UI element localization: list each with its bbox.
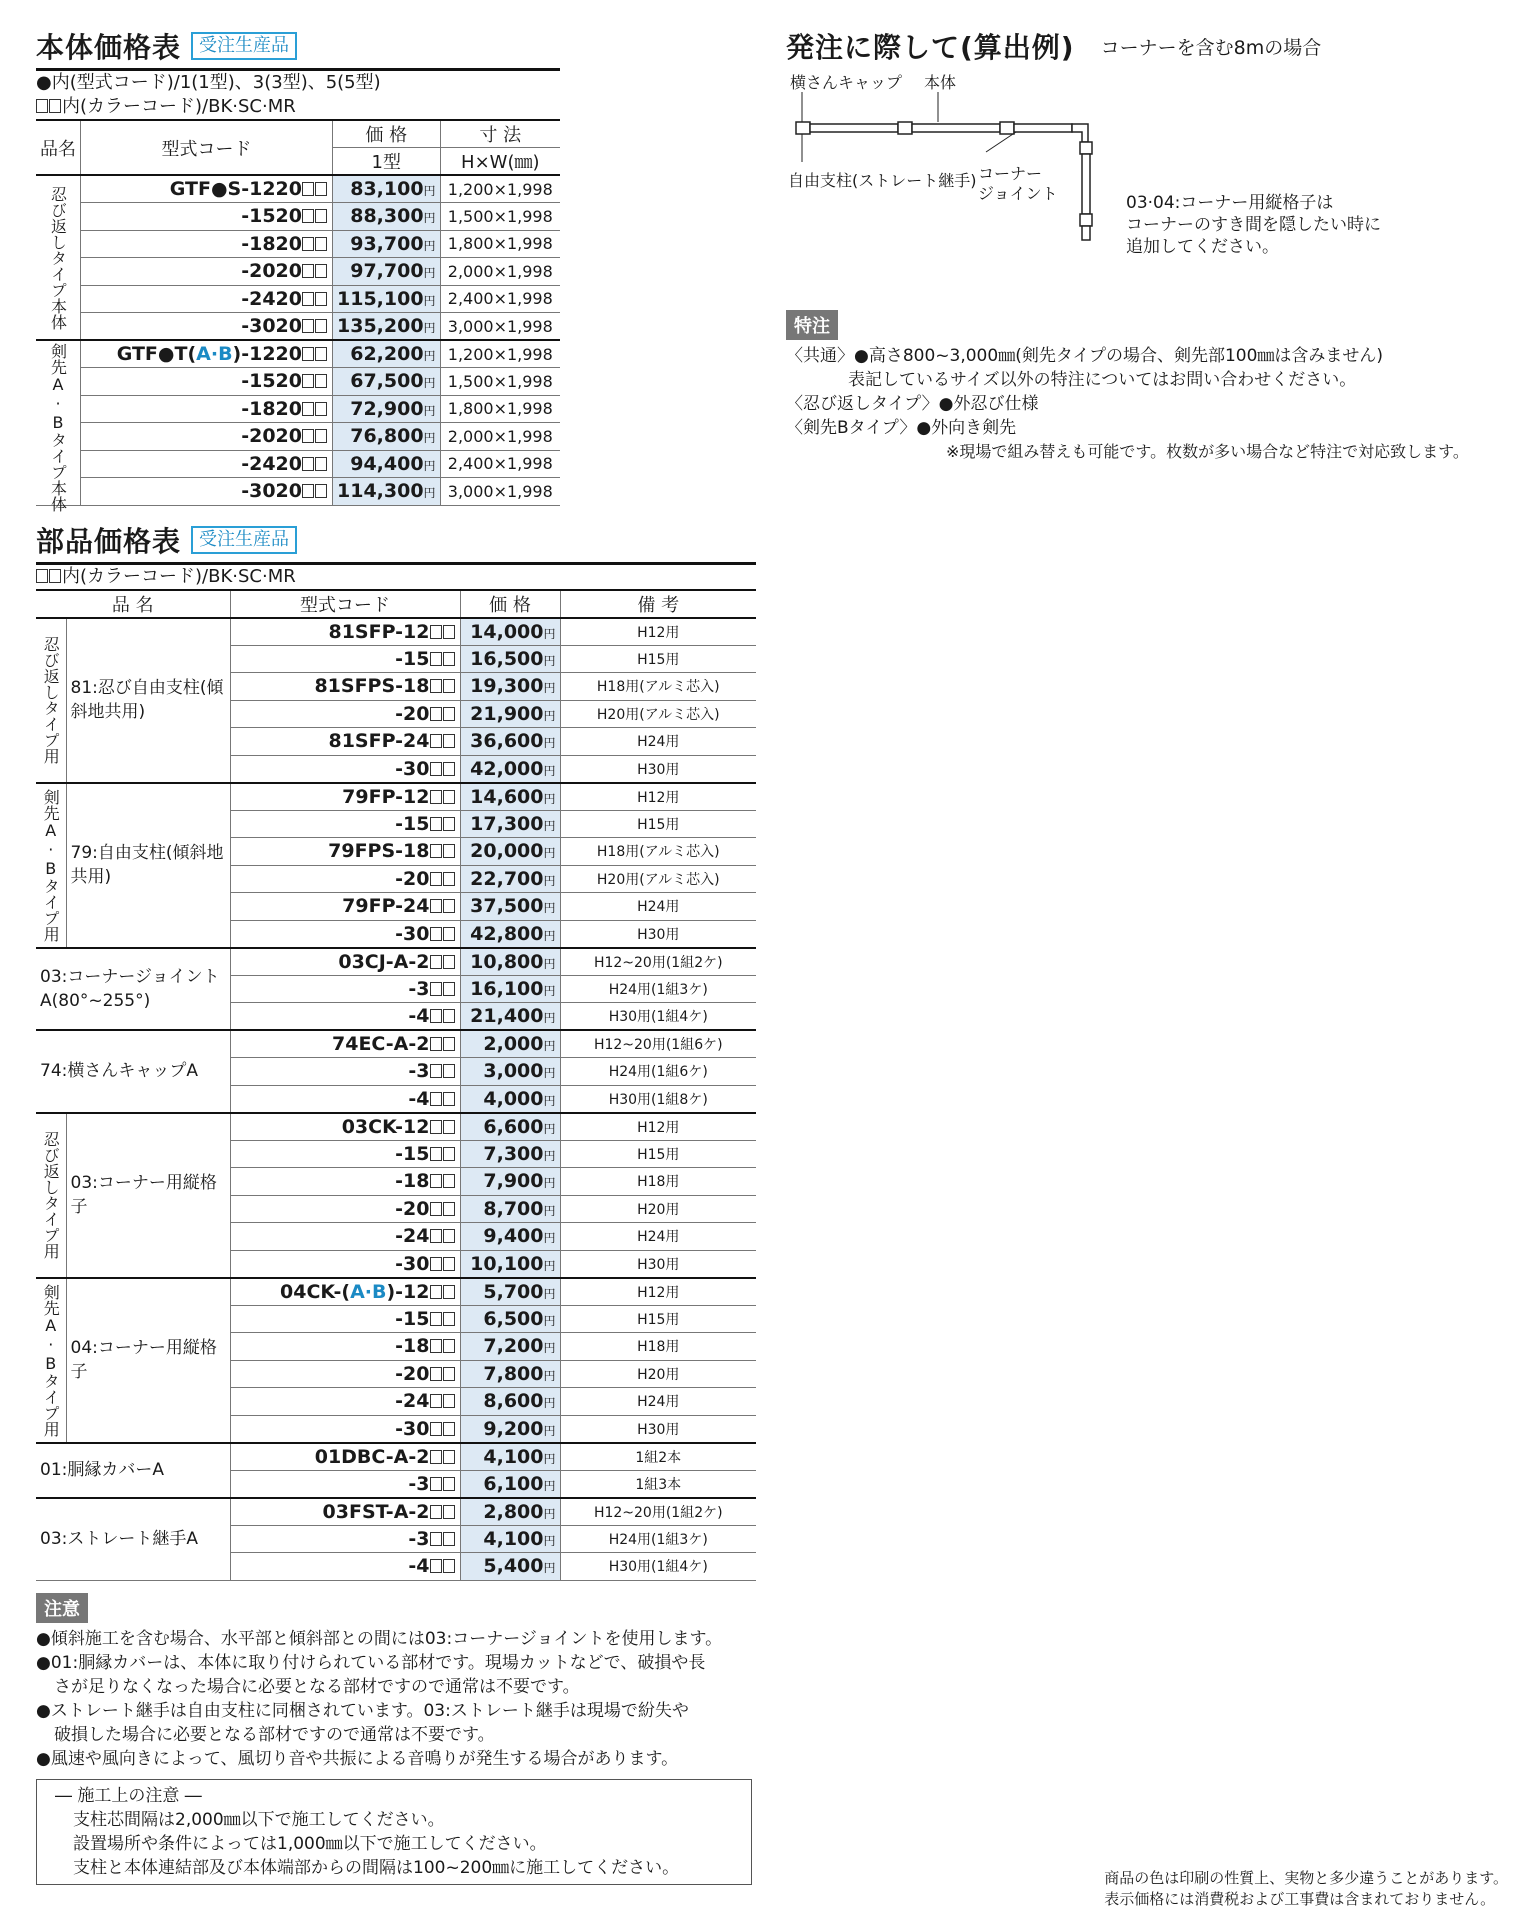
type-code: -24 <box>230 1223 460 1251</box>
construction-note: 支柱芯間隔は2,000㎜以下で施工してください。 <box>73 1809 445 1830</box>
parts-price-title-row <box>36 520 756 560</box>
price: 6,500円 <box>460 1305 560 1333</box>
price: 94,400円 <box>333 450 441 478</box>
price: 21,400円 <box>460 1003 560 1031</box>
type-code: -15 <box>230 810 460 838</box>
part-name: 79:自由支柱(傾斜地共用) <box>66 783 230 948</box>
price: 5,400円 <box>460 1553 560 1581</box>
table-row <box>36 285 560 313</box>
header-dim-sub: H×W(㎜) <box>440 148 560 176</box>
footer-notes: 商品の色は印刷の性質上、実物と多少違うことがあります。 表示価格には消費税および工事費は含まれておりません。 <box>1104 1869 1508 1908</box>
price: 83,100円 <box>333 175 441 203</box>
remark: H24用 <box>560 728 756 756</box>
caution-item: ●傾斜施工を含む場合、水平部と傾斜部との間には03:コーナージョイントを使用します。 <box>36 1628 723 1649</box>
remark: H30用 <box>560 920 756 948</box>
label-cap: 横さんキャップ <box>790 73 903 92</box>
type-code: -30 <box>230 755 460 783</box>
order-title: 発注に際して(算出例) <box>786 31 1075 64</box>
type-code: -4 <box>230 1003 460 1031</box>
dimension: 2,400×1,998 <box>440 285 560 313</box>
type-code: 79FPS-18 <box>230 838 460 866</box>
order-diagram <box>786 70 1506 257</box>
caution-item: ●01:胴縁カバーは、本体に取り付けられている部材です。現場カットなどで、破損や長 <box>36 1652 706 1673</box>
table-row <box>36 203 560 231</box>
remark: H12用 <box>560 1113 756 1141</box>
caution-item: さが足りなくなった場合に必要となる部材ですので通常は不要です。 <box>54 1676 580 1697</box>
body-price-table <box>36 119 560 512</box>
remark: H12~20用(1組2ケ) <box>560 1498 756 1526</box>
dimension: 1,500×1,998 <box>440 368 560 396</box>
type-code: 03FST-A-2 <box>230 1498 460 1526</box>
type-code: -30 <box>230 920 460 948</box>
body-price-title: 本体価格表 <box>36 31 182 64</box>
fence-diagram-svg <box>786 92 1126 242</box>
dimension: 1,800×1,998 <box>440 230 560 258</box>
part-name: 03:ストレート継手A <box>36 1498 230 1581</box>
type-code-note: ●内(型式コード)/1(1型)、3(3型)、5(5型) <box>36 72 381 93</box>
order-title-row <box>786 26 1506 66</box>
remark: H24用 <box>560 1223 756 1251</box>
table-row <box>36 1278 756 1306</box>
price: 19,300円 <box>460 673 560 701</box>
type-code: -3 <box>230 975 460 1003</box>
special-order-text: 〈共通〉●高さ800~3,000㎜(剣先タイプの場合、剣先部100㎜は含みません) 表記しているサイズ以外の特注についてはお問い合わせください。 〈忍び返しタイプ〉●外忍び仕様 〈剣先Bタイプ〉●外向き剣先 ※現場で組み替えも可能です。枚数が多い場合など特注で対応致します。 <box>786 346 1469 461</box>
price: 10,100円 <box>460 1250 560 1278</box>
construction-notes-title: ― 施工上の注意 ― <box>55 1785 202 1806</box>
remark: H12用 <box>560 618 756 646</box>
type-code: -15 <box>230 1140 460 1168</box>
dimension: 3,000×1,998 <box>440 478 560 506</box>
category: 忍び返しタイプ用 <box>36 618 66 783</box>
table-row <box>36 1113 756 1141</box>
price: 67,500円 <box>333 368 441 396</box>
caution-list <box>36 1627 756 1771</box>
header-remark: 備 考 <box>560 590 756 618</box>
type-code: 81SFP-12 <box>230 618 460 646</box>
price: 20,000円 <box>460 838 560 866</box>
price: 8,700円 <box>460 1195 560 1223</box>
price: 4,100円 <box>460 1525 560 1553</box>
caution-item: 破損した場合に必要となる部材ですので通常は不要です。 <box>54 1724 495 1745</box>
caution-item: ●ストレート継手は自由支柱に同梱されています。03:ストレート継手は現場で紛失や <box>36 1700 689 1721</box>
remark: H20用(アルミ芯入) <box>560 865 756 893</box>
header-name: 品名 <box>36 120 81 175</box>
table-row <box>36 618 756 646</box>
corner-grid-note <box>1126 192 1381 258</box>
price: 17,300円 <box>460 810 560 838</box>
price: 7,200円 <box>460 1333 560 1361</box>
construction-note: 支柱と本体連結部及び本体端部からの間隔は100~200㎜に施工してください。 <box>73 1857 680 1878</box>
remark: H15用 <box>560 810 756 838</box>
dimension: 1,500×1,998 <box>440 203 560 231</box>
remark: H30用(1組4ケ) <box>560 1553 756 1581</box>
remark: H24用 <box>560 893 756 921</box>
type-code: -3020 <box>81 313 333 341</box>
dimension: 1,200×1,998 <box>440 340 560 368</box>
type-code: -3 <box>230 1058 460 1086</box>
type-code: 01DBC-A-2 <box>230 1443 460 1471</box>
header-price: 価 格 <box>333 120 441 148</box>
table-row <box>36 1443 756 1471</box>
header-dim: 寸 法 <box>440 120 560 148</box>
body-price-title-row <box>36 26 756 66</box>
header-price-sub: 1型 <box>333 148 441 176</box>
table-row <box>36 948 756 976</box>
price: 114,300円 <box>333 478 441 506</box>
type-code: -3 <box>230 1525 460 1553</box>
price: 4,100円 <box>460 1443 560 1471</box>
remark: H24用 <box>560 1388 756 1416</box>
table-row <box>36 368 560 396</box>
remark: H30用 <box>560 1415 756 1443</box>
remark: H24用(1組3ケ) <box>560 975 756 1003</box>
price: 4,000円 <box>460 1085 560 1113</box>
part-name: 01:胴縁カバーA <box>36 1443 230 1498</box>
diagram-note-line: 03·04:コーナー用縦格子は <box>1126 193 1334 213</box>
special-order-section <box>786 310 1506 464</box>
caution-tag: 注意 <box>36 1593 88 1623</box>
remark: H12~20用(1組6ケ) <box>560 1030 756 1058</box>
order-subtitle: コーナーを含む8mの場合 <box>1100 36 1322 59</box>
part-name: 03:コーナー用縦格子 <box>66 1113 230 1278</box>
remark: H18用 <box>560 1168 756 1196</box>
header-code: 型式コード <box>230 590 460 618</box>
remark: H12用 <box>560 1278 756 1306</box>
price: 9,400円 <box>460 1223 560 1251</box>
category: 剣先A·Bタイプ用 <box>36 783 66 948</box>
caution-item: ●風速や風向きによって、風切り音や共振による音鳴りが発生する場合があります。 <box>36 1748 679 1769</box>
product-name: 剣先A·Bタイプ本体 <box>36 340 81 505</box>
parts-price-table <box>36 589 756 1581</box>
price: 9,200円 <box>460 1415 560 1443</box>
dimension: 2,400×1,998 <box>440 450 560 478</box>
type-code: -2420 <box>81 285 333 313</box>
remark: H24用(1組3ケ) <box>560 1525 756 1553</box>
remark: H30用(1組8ケ) <box>560 1085 756 1113</box>
price: 62,200円 <box>333 340 441 368</box>
price: 115,100円 <box>333 285 441 313</box>
dimension: 2,000×1,998 <box>440 423 560 451</box>
table-row <box>36 395 560 423</box>
remark: H30用 <box>560 755 756 783</box>
remark: H30用 <box>560 1250 756 1278</box>
dimension: 2,000×1,998 <box>440 258 560 286</box>
price: 22,700円 <box>460 865 560 893</box>
part-name: 81:忍び自由支柱(傾斜地共用) <box>66 618 230 783</box>
type-code: -20 <box>230 700 460 728</box>
price: 7,800円 <box>460 1360 560 1388</box>
type-code: -2020 <box>81 423 333 451</box>
table-row <box>36 423 560 451</box>
table-row <box>36 783 756 811</box>
product-name: 忍び返しタイプ本体 <box>36 175 81 340</box>
type-code: 04CK-(A·B)-12 <box>230 1278 460 1306</box>
price: 14,600円 <box>460 783 560 811</box>
remark: H18用 <box>560 1333 756 1361</box>
price: 5,700円 <box>460 1278 560 1306</box>
table-row <box>36 258 560 286</box>
price: 42,000円 <box>460 755 560 783</box>
type-code: 03CK-12 <box>230 1113 460 1141</box>
category: 剣先A·Bタイプ用 <box>36 1278 66 1443</box>
type-code: -2420 <box>81 450 333 478</box>
dimension: 1,200×1,998 <box>440 175 560 203</box>
price: 135,200円 <box>333 313 441 341</box>
table-row <box>36 1498 756 1526</box>
diagram-note-line: 追加してください。 <box>1126 237 1279 257</box>
special-order-tag: 特注 <box>786 310 838 340</box>
type-code: -4 <box>230 1085 460 1113</box>
price: 16,100円 <box>460 975 560 1003</box>
price: 93,700円 <box>333 230 441 258</box>
table-row <box>36 1030 756 1058</box>
remark: H18用(アルミ芯入) <box>560 838 756 866</box>
price: 88,300円 <box>333 203 441 231</box>
type-code: -3020 <box>81 478 333 506</box>
type-code: -18 <box>230 1333 460 1361</box>
type-code: -1520 <box>81 203 333 231</box>
remark: H24用(1組6ケ) <box>560 1058 756 1086</box>
right-column <box>786 26 1506 464</box>
remark: H20用 <box>560 1195 756 1223</box>
price: 16,500円 <box>460 645 560 673</box>
label-post: 自由支柱(ストレート継手) <box>788 171 977 190</box>
type-code: -18 <box>230 1168 460 1196</box>
remark: 1組3本 <box>560 1470 756 1498</box>
type-code: -30 <box>230 1250 460 1278</box>
price: 97,700円 <box>333 258 441 286</box>
table-row <box>36 450 560 478</box>
price: 14,000円 <box>460 618 560 646</box>
table-row <box>36 175 560 203</box>
left-column <box>36 26 756 1885</box>
made-to-order-badge: 受注生産品 <box>191 32 297 60</box>
price: 10,800円 <box>460 948 560 976</box>
label-body: 本体 <box>924 73 957 92</box>
price: 21,900円 <box>460 700 560 728</box>
price: 2,000円 <box>460 1030 560 1058</box>
construction-note: 設置場所や条件によっては1,000㎜以下で施工してください。 <box>73 1833 547 1854</box>
type-code: -20 <box>230 1360 460 1388</box>
construction-notes-list <box>55 1808 733 1880</box>
type-code: -4 <box>230 1553 460 1581</box>
part-name: 03:コーナージョイントA(80°~255°) <box>36 948 230 1031</box>
header-price: 価 格 <box>460 590 560 618</box>
type-code: -2020 <box>81 258 333 286</box>
type-code: -3 <box>230 1470 460 1498</box>
table-row <box>36 478 560 506</box>
price: 7,300円 <box>460 1140 560 1168</box>
price: 6,100円 <box>460 1470 560 1498</box>
color-code-note: 内(カラーコード)/BK·SC·MR <box>36 565 756 589</box>
table-row <box>36 230 560 258</box>
type-code: -20 <box>230 1195 460 1223</box>
remark: 1組2本 <box>560 1443 756 1471</box>
part-name: 74:横さんキャップA <box>36 1030 230 1113</box>
type-code: GTF●T(A·B)-1220 <box>81 340 333 368</box>
type-code: GTF●S-1220 <box>81 175 333 203</box>
type-code: 81SFP-24 <box>230 728 460 756</box>
type-code: -1820 <box>81 230 333 258</box>
remark: H12~20用(1組2ケ) <box>560 948 756 976</box>
price: 3,000円 <box>460 1058 560 1086</box>
caution-section <box>36 1593 756 1885</box>
type-code: -1520 <box>81 368 333 396</box>
price: 76,800円 <box>333 423 441 451</box>
construction-notes-box <box>36 1779 752 1885</box>
remark: H30用(1組4ケ) <box>560 1003 756 1031</box>
type-code: -30 <box>230 1415 460 1443</box>
type-code: -1820 <box>81 395 333 423</box>
type-code: -24 <box>230 1388 460 1416</box>
remark: H15用 <box>560 1140 756 1168</box>
price: 2,800円 <box>460 1498 560 1526</box>
header-name: 品 名 <box>36 590 230 618</box>
label-corner-joint: コーナー ジョイント <box>978 164 1058 203</box>
category: 忍び返しタイプ用 <box>36 1113 66 1278</box>
remark: H20用(アルミ芯入) <box>560 700 756 728</box>
remark: H15用 <box>560 1305 756 1333</box>
header-code: 型式コード <box>81 120 333 175</box>
dimension: 1,800×1,998 <box>440 395 560 423</box>
type-code: 79FP-12 <box>230 783 460 811</box>
part-name: 04:コーナー用縦格子 <box>66 1278 230 1443</box>
remark: H15用 <box>560 645 756 673</box>
dimension: 3,000×1,998 <box>440 313 560 341</box>
remark: H18用(アルミ芯入) <box>560 673 756 701</box>
price: 42,800円 <box>460 920 560 948</box>
price: 6,600円 <box>460 1113 560 1141</box>
parts-price-title: 部品価格表 <box>36 524 182 558</box>
type-code: 74EC-A-2 <box>230 1030 460 1058</box>
type-code: 79FP-24 <box>230 893 460 921</box>
remark: H20用 <box>560 1360 756 1388</box>
type-code: 81SFPS-18 <box>230 673 460 701</box>
price: 37,500円 <box>460 893 560 921</box>
type-code: -15 <box>230 645 460 673</box>
diagram-note-line: コーナーのすき間を隠したい時に <box>1126 215 1381 235</box>
table-row <box>36 313 560 341</box>
type-code: 03CJ-A-2 <box>230 948 460 976</box>
made-to-order-badge: 受注生産品 <box>191 526 297 554</box>
price: 72,900円 <box>333 395 441 423</box>
color-code-note: 内(カラーコード)/BK·SC·MR <box>36 95 756 119</box>
price: 8,600円 <box>460 1388 560 1416</box>
price: 7,900円 <box>460 1168 560 1196</box>
type-code: -20 <box>230 865 460 893</box>
price: 36,600円 <box>460 728 560 756</box>
remark: H12用 <box>560 783 756 811</box>
type-code: -15 <box>230 1305 460 1333</box>
table-row <box>36 340 560 368</box>
